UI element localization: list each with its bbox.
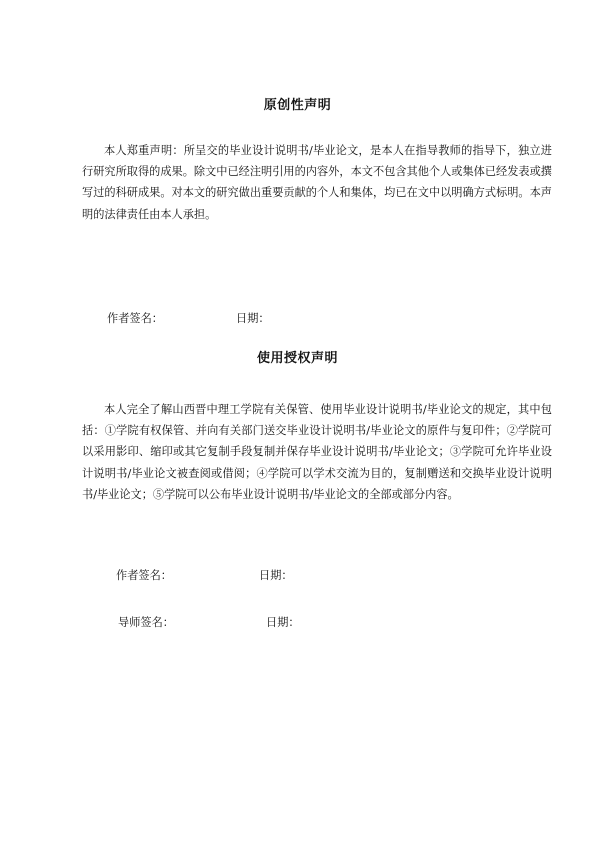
usage-authorization-title: 使用授权声明 — [256, 351, 338, 366]
usage-authorization-body: 本人完全了解山西晋中理工学院有关保管、使用毕业设计说明书/毕业论文的规定，其中包括：①学院有权保管、并向有关部门送交毕业设计说明书/毕业论文的原件与复印件；②学院可以采用影印、缩印或其它复制手段复制并保存毕业设计说明书/毕业论文；③学院可允许毕业设计说明书/毕业论文被查阅或借阅；④学院可以学术交流为目的，复制赠送和交换毕业设计说明书/毕业论文；⑤学院可以公布毕业设计说明书/毕业论文的全部或部分内容。 — [82, 403, 552, 501]
advisor-date-label: 日期： — [266, 616, 300, 629]
originality-declaration-title: 原创性声明 — [263, 98, 332, 113]
advisor-signature-label: 导师签名： — [118, 616, 174, 629]
usage-author-date-label: 日期： — [259, 569, 293, 582]
originality-declaration-body: 本人郑重声明：所呈交的毕业设计说明书/毕业论文，是本人在指导教师的指导下，独立进行研究所取得的成果。除文中已经注明引用的内容外，本文不包含其他个人或集体已经发表或撰写过的科研成果。对本文的研究做出重要贡献的个人和集体，均已在文中以明确方式标明。本声明的法律责任由本人承担。 — [82, 144, 552, 221]
originality-date-label: 日期： — [236, 312, 270, 325]
usage-author-signature-label: 作者签名： — [116, 569, 172, 582]
originality-author-signature-label: 作者签名： — [107, 312, 163, 325]
